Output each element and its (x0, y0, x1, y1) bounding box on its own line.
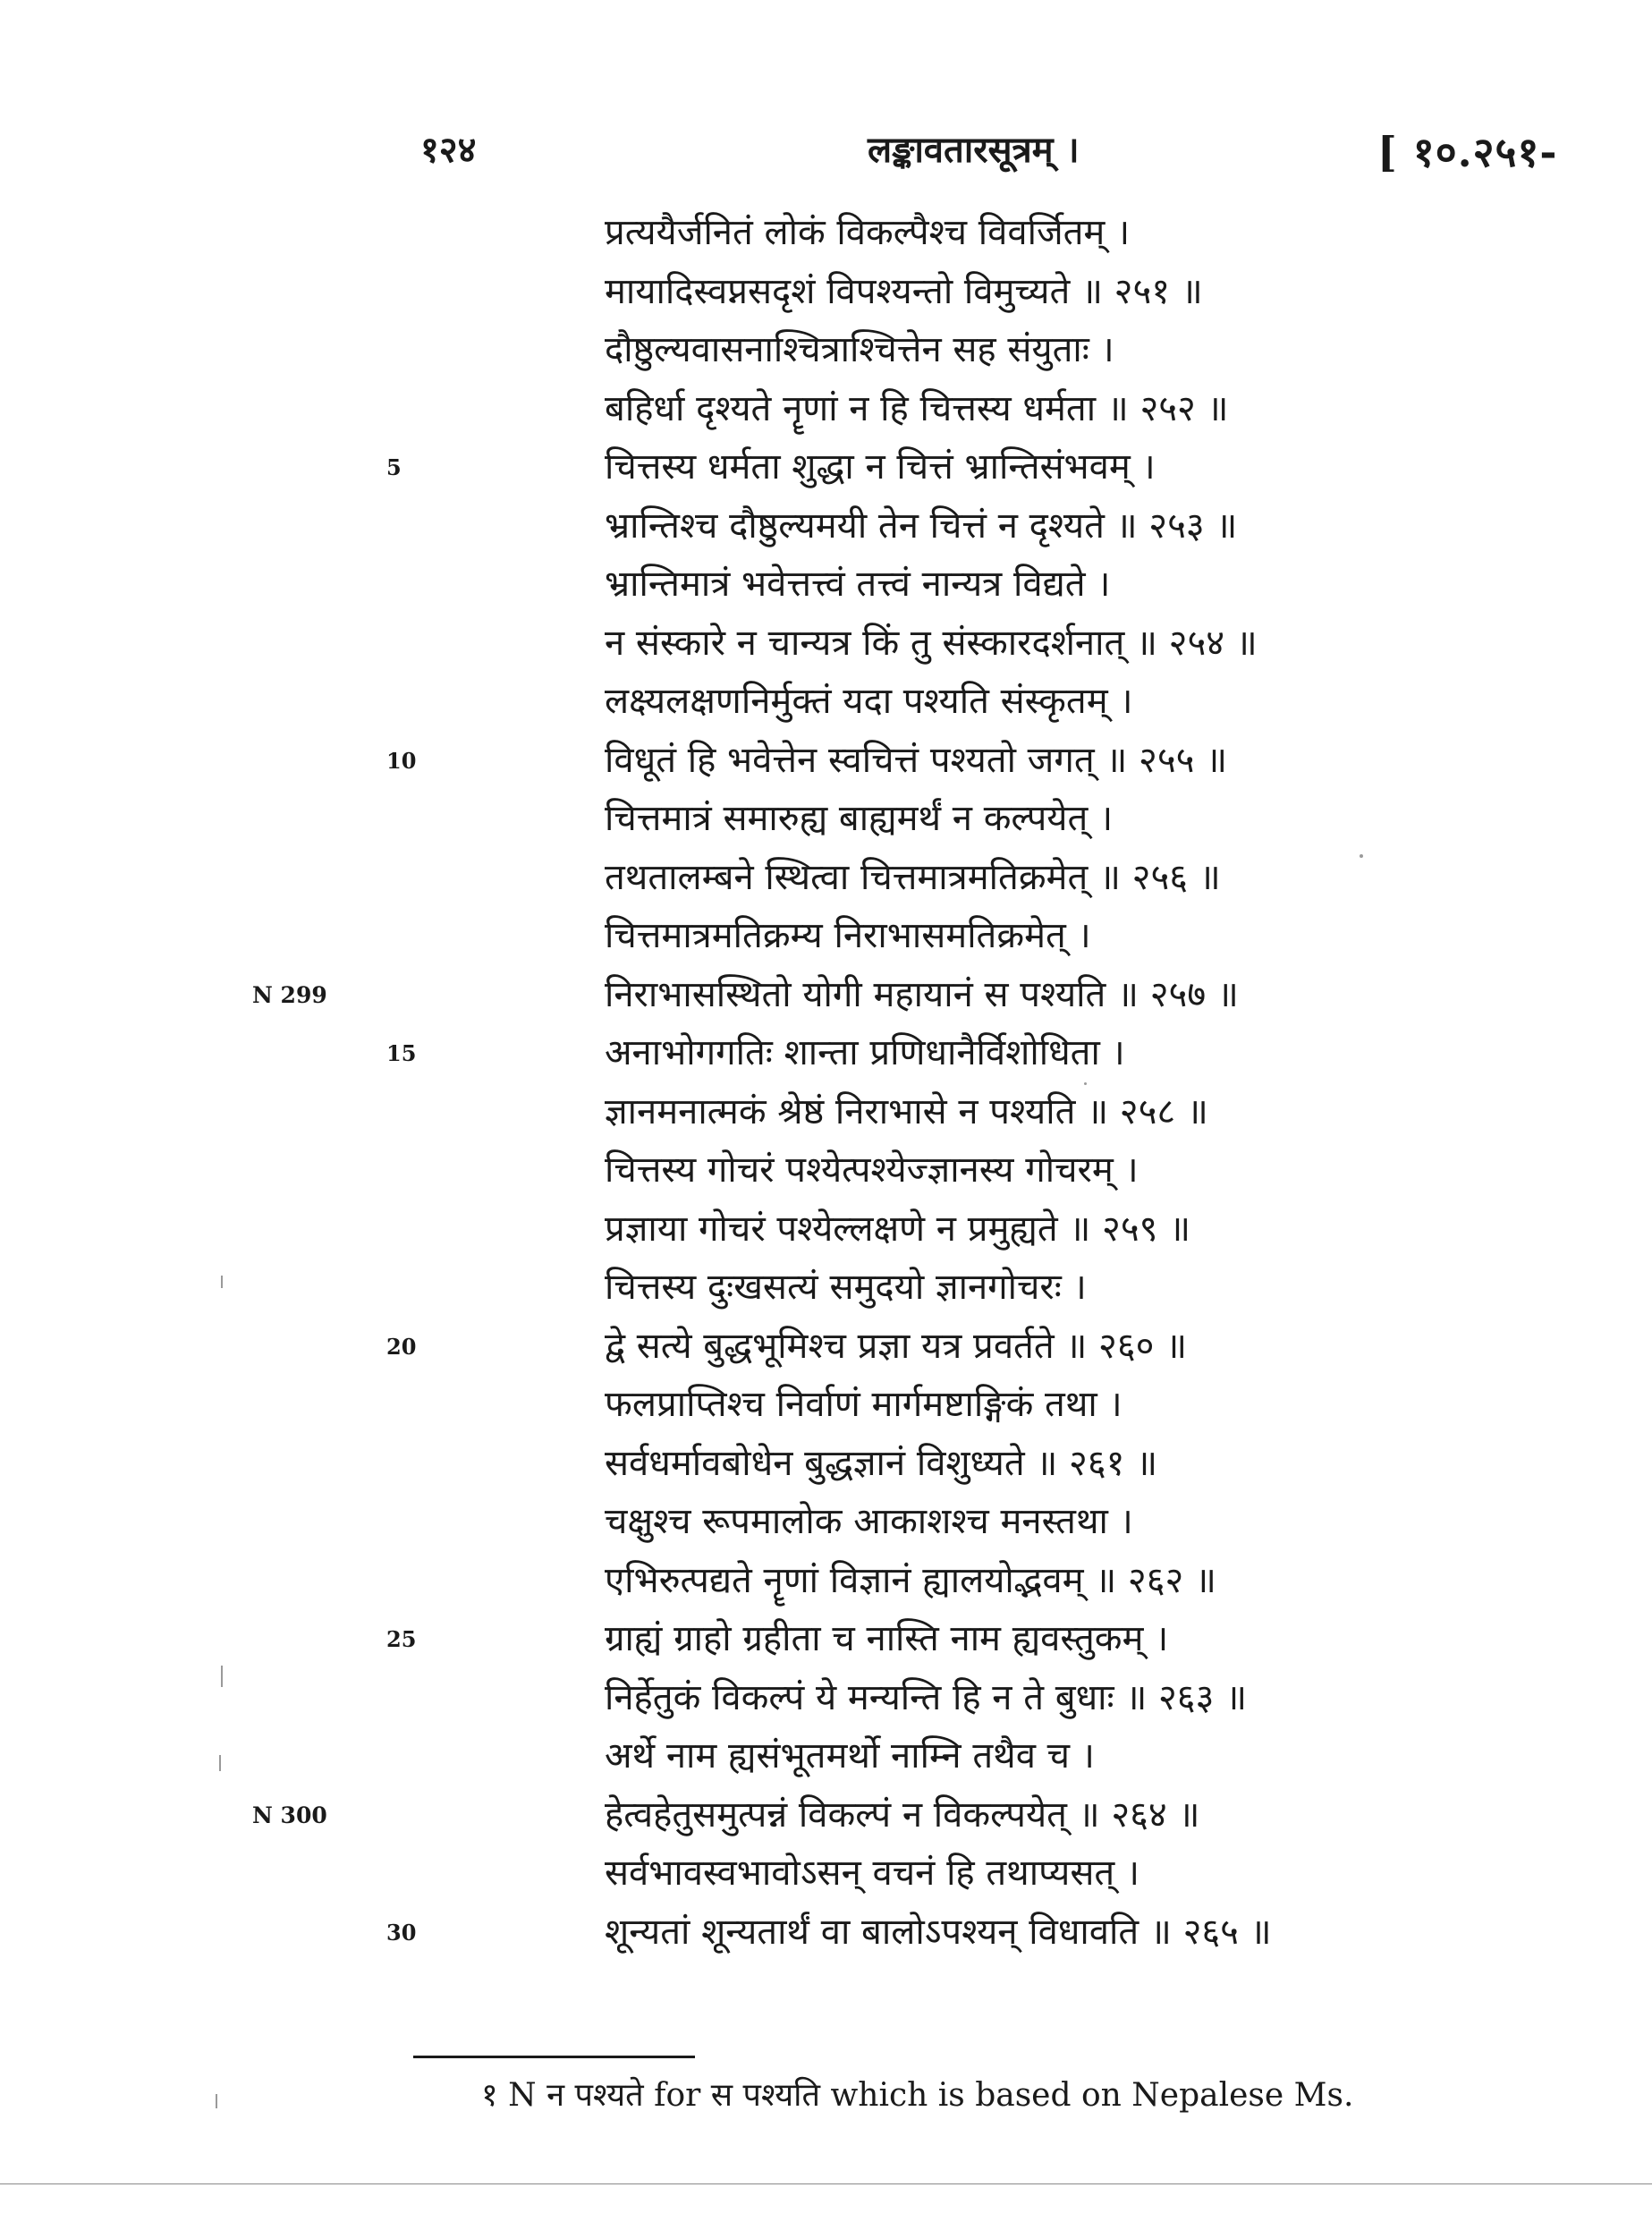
verse-line (0, 1904, 1652, 1963)
verse-line (0, 1844, 1652, 1904)
verse-text: विधूतं हि भवेत्तेन स्वचित्तं पश्यतो जगत् ॥ २५५ ॥ (605, 739, 1228, 781)
verse-text: ज्ञानमनात्मकं श्रेष्ठं निराभासे न पश्यति ॥ २५८ ॥ (605, 1090, 1208, 1132)
verse-line (0, 1141, 1652, 1200)
verse-line (0, 615, 1652, 674)
verse-text: चक्षुश्च रूपमालोक आकाशश्च मनस्तथा । (605, 1501, 1133, 1542)
scan-speck (221, 1666, 223, 1687)
verse-text: चित्तमात्रं समारुह्य बाह्यमर्थं न कल्पयेत् । (605, 798, 1114, 839)
verse-line (0, 204, 1652, 263)
line-number: 15 (386, 1040, 417, 1066)
running-title: लङ्कावतारसूत्रम् । (868, 129, 1080, 171)
verse-line (0, 1024, 1652, 1083)
line-number: 25 (386, 1626, 417, 1652)
verse-text: चित्तस्य धर्मता शुद्धा न चित्तं भ्रान्तिसंभवम् । (605, 446, 1156, 488)
section-reference: [ १०.२५१- (1377, 128, 1558, 176)
verse-line (0, 1610, 1652, 1669)
line-number: 20 (386, 1333, 417, 1360)
verse-text: हेत्वहेतुसमुत्पन्नं विकल्पं न विकल्पयेत् ॥ २६४ ॥ (605, 1793, 1200, 1836)
verse-text: बहिर्धा दृश्यते नॄणां न हि चित्तस्य धर्मता ॥ २५२ ॥ (605, 387, 1229, 429)
manuscript-reference: N 300 (252, 1802, 327, 1828)
verse-text: शून्यतां शून्यतार्थं वा बालोऽपश्यन् विधावति ॥ २६५ ॥ (605, 1911, 1272, 1953)
verse-text: लक्ष्यलक्षणनिर्मुक्तं यदा पश्यति संस्कृतम् । (605, 681, 1133, 722)
verse-line (0, 966, 1652, 1025)
footnote-rule (413, 2056, 695, 2058)
verse-text: अर्थे नाम ह्यसंभूतमर्थो नाम्नि तथैव च । (605, 1735, 1095, 1776)
scan-speck (1360, 854, 1363, 858)
verse-line (0, 321, 1652, 380)
verse-text: फलप्राप्तिश्च निर्वाणं मार्गमष्टाङ्गिकं तथा । (605, 1384, 1123, 1425)
verse-line (0, 263, 1652, 322)
scan-speck (1084, 1082, 1087, 1085)
footnote: १ N न पश्यते for स पश्यति which is based on Nepalese Ms. (481, 2077, 1354, 2114)
verse-line (0, 1669, 1652, 1728)
verse-text: ग्राह्यं ग्राहो ग्रहीता च नास्ति नाम ह्यवस्तुकम् । (605, 1618, 1169, 1659)
verse-text: भ्रान्तिमात्रं भवेत्तत्त्वं तत्त्वं नान्यत्र विद्यते । (605, 564, 1111, 605)
verse-line (0, 1435, 1652, 1494)
verse-text: द्वे सत्ये बुद्धभूमिश्च प्रज्ञा यत्र प्रवर्तते ॥ २६० ॥ (605, 1325, 1188, 1367)
verse-line (0, 1727, 1652, 1786)
verse-line (0, 1493, 1652, 1552)
verse-text: निर्हेतुकं विकल्पं ये मन्यन्ति हि न ते बुधाः ॥ २६३ ॥ (605, 1676, 1248, 1718)
page-number: १२४ (420, 129, 477, 171)
verse-text: भ्रान्तिश्च दौष्ठुल्यमयी तेन चित्तं न दृश्यते ॥ २५३ ॥ (605, 505, 1238, 547)
verse-text: चित्तस्य दुःखसत्यं समुदयो ज्ञानगोचरः । (605, 1267, 1087, 1308)
manuscript-reference: N 299 (252, 981, 327, 1008)
verse-text: चित्तस्य गोचरं पश्येत्पश्येज्ज्ञानस्य गोचरम् । (605, 1149, 1139, 1191)
verse-line (0, 438, 1652, 497)
verse-text: चित्तमात्रमतिक्रम्य निराभासमतिक्रमेत् । (605, 915, 1091, 956)
verse-text: प्रज्ञाया गोचरं पश्येल्लक्षणे न प्रमुह्यते ॥ २५९ ॥ (605, 1208, 1191, 1250)
verse-line (0, 732, 1652, 791)
verse-line (0, 1259, 1652, 1318)
verse-text: सर्वधर्मावबोधेन बुद्धज्ञानं विशुध्यते ॥ २६१ ॥ (605, 1442, 1158, 1484)
verse-text: न संस्कारे न चान्यत्र किं तु संस्कारदर्शनात् ॥ २५४ ॥ (605, 622, 1258, 664)
scan-speck (216, 2094, 217, 2108)
verse-line (0, 1552, 1652, 1611)
verse-line (0, 1200, 1652, 1259)
verse-block (0, 204, 1652, 1962)
verse-line (0, 497, 1652, 556)
verse-text: दौष्ठुल्यवासनाश्चित्राश्चित्तेन सह संयुताः । (605, 329, 1114, 370)
line-number: 5 (386, 454, 402, 480)
verse-line (0, 1083, 1652, 1142)
scan-speck (221, 1276, 223, 1288)
verse-line (0, 1318, 1652, 1377)
verse-text: एभिरुत्पद्यते नॄणां विज्ञानं ह्यालयोद्भवम् ॥ २६२ ॥ (605, 1559, 1216, 1601)
verse-text: प्रत्ययैर्जनितं लोकं विकल्पैश्च विवर्जितम् । (605, 212, 1131, 253)
verse-line (0, 555, 1652, 615)
scan-edge-line (0, 2183, 1652, 2184)
verse-text: अनाभोगगतिः शान्ता प्रणिधानैर्विशोधिता । (605, 1032, 1125, 1073)
verse-line (0, 673, 1652, 732)
verse-line (0, 380, 1652, 439)
verse-text: निराभासस्थितो योगी महायानं स पश्यति ॥ २५७ ॥ (605, 973, 1239, 1015)
verse-line (0, 907, 1652, 966)
scan-speck (219, 1755, 221, 1771)
verse-line (0, 1376, 1652, 1435)
verse-text: तथतालम्बने स्थित्वा चित्तमात्रमतिक्रमेत् ॥ २५६ ॥ (605, 856, 1221, 898)
verse-line (0, 849, 1652, 908)
verse-line (0, 790, 1652, 849)
line-number: 30 (386, 1919, 417, 1946)
line-number: 10 (386, 747, 417, 774)
verse-line (0, 1786, 1652, 1845)
page-header (0, 123, 1652, 177)
verse-text: सर्वभावस्वभावोऽसन् वचनं हि तथाप्यसत् । (605, 1853, 1140, 1894)
verse-text: मायादिस्वप्नसदृशं विपश्यन्तो विमुच्यते ॥ २५१ ॥ (605, 270, 1203, 312)
